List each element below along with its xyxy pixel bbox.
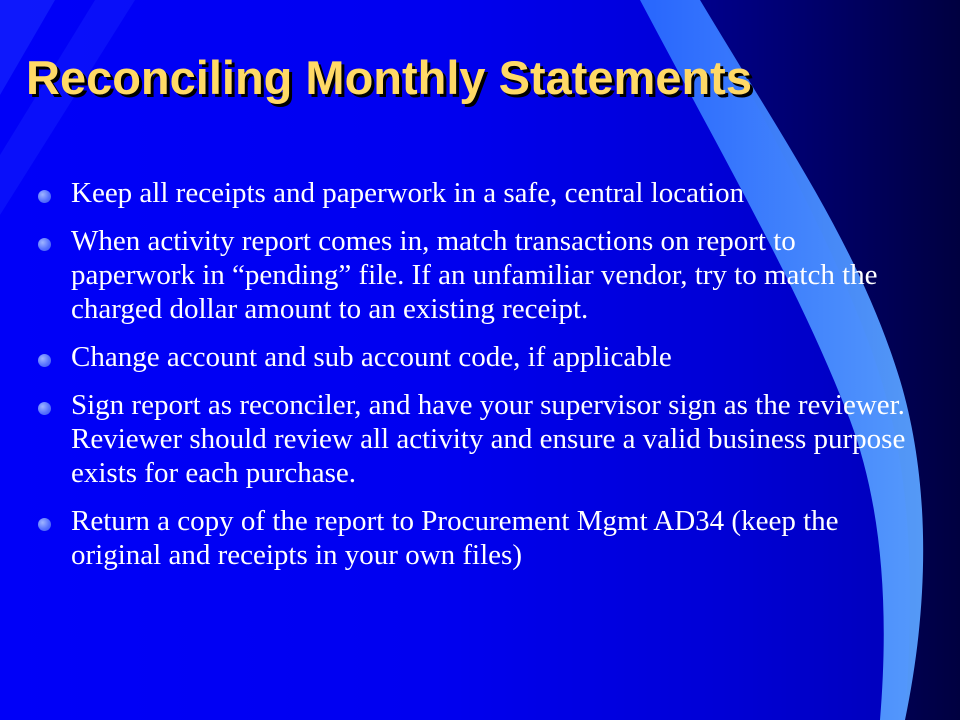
- bullet-item: [36, 176, 926, 210]
- bullet-text: Sign report as reconciler, and have your supervisor sign as the reviewer. Reviewer should review all activity and ensure a valid business purpose exists for each purchase.: [71, 389, 906, 489]
- bullet-dot-icon: [38, 354, 51, 367]
- bullet-item: [36, 340, 926, 374]
- slide-title: Reconciling Monthly Statements: [26, 51, 752, 104]
- bullet-list: [36, 176, 926, 586]
- bullet-text: Return a copy of the report to Procurement Mgmt AD34 (keep the original and receipts in your own files): [71, 505, 839, 571]
- bullet-text: Change account and sub account code, if applicable: [71, 341, 672, 373]
- bullet-item: [36, 504, 926, 572]
- bullet-dot-icon: [38, 190, 51, 203]
- bullet-item: [36, 224, 926, 326]
- bullet-item: [36, 388, 926, 490]
- bullet-text: Keep all receipts and paperwork in a safe, central location: [71, 177, 745, 209]
- bullet-dot-icon: [38, 518, 51, 531]
- bullet-text: When activity report comes in, match transactions on report to paperwork in “pending” file. If an unfamiliar vendor, try to match the charged dollar amount to an existing receipt.: [71, 225, 878, 325]
- bullet-dot-icon: [38, 238, 51, 251]
- bullet-dot-icon: [38, 402, 51, 415]
